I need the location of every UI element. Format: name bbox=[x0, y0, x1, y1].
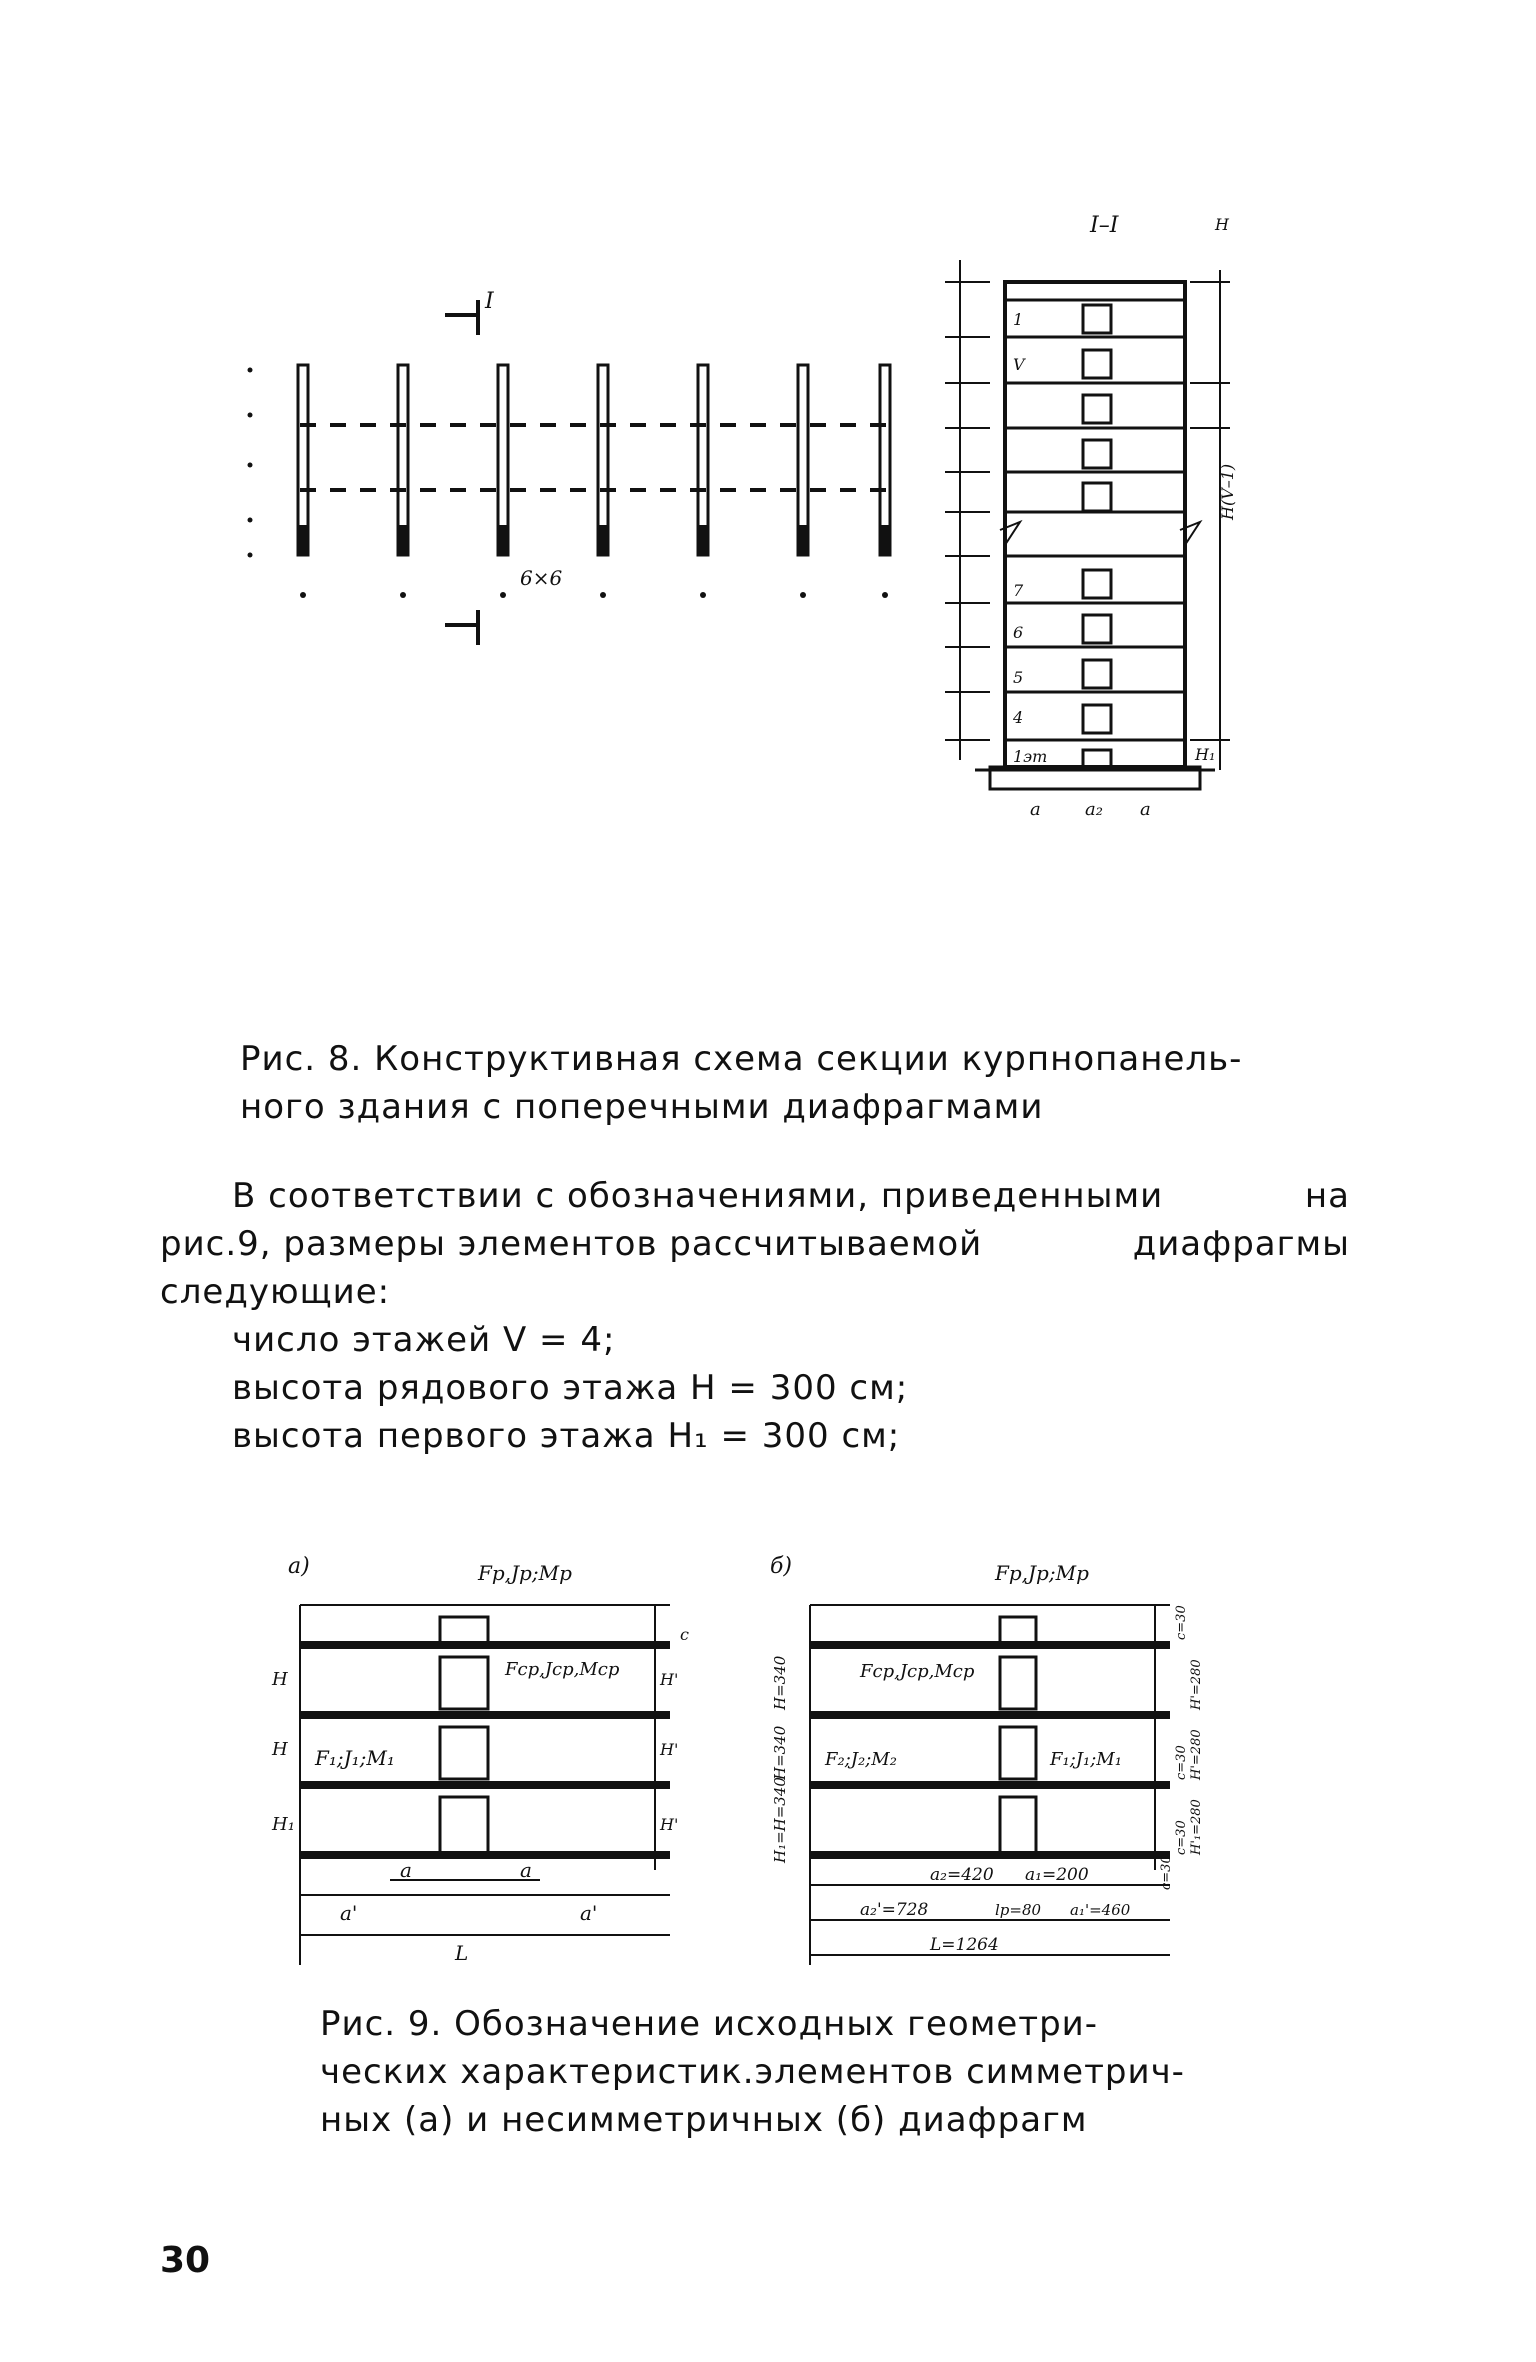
diaphragm-base-5 bbox=[698, 525, 708, 555]
floor-label: V bbox=[1013, 355, 1025, 374]
figure-8 bbox=[230, 200, 1260, 970]
plan-dimension-dots bbox=[300, 592, 888, 598]
body-line-2 bbox=[160, 1220, 1350, 1268]
body-line-3: следующие: bbox=[160, 1272, 391, 1312]
b-f2-label: F₂;J₂;M₂ bbox=[825, 1749, 897, 1770]
a-fp-label: Fp,Jp;Mp bbox=[478, 1561, 572, 1585]
floor-label: 1 bbox=[1013, 310, 1024, 329]
b-opening-2 bbox=[1000, 1657, 1036, 1709]
body-line-1-left: В соответствии с обозначениями, приведенными bbox=[232, 1176, 1164, 1216]
a-c-label: c bbox=[680, 1625, 689, 1644]
a-hprime3-label: H' bbox=[660, 1815, 679, 1834]
transverse-diaphragms bbox=[298, 365, 890, 555]
diaphragm-base-2 bbox=[398, 525, 408, 555]
diaphragm-base-4 bbox=[598, 525, 608, 555]
section-mark-bottom bbox=[445, 610, 480, 645]
door-openings bbox=[1083, 305, 1111, 767]
a-fcp-label: Fcp,Jcp,Mcp bbox=[505, 1659, 620, 1680]
figure-8-caption-line-1: Рис. 8. Конструктивная схема секции курпнопанель- bbox=[240, 1039, 1243, 1079]
figure-8-caption-line-2: ного здания с поперечными диафрагмами bbox=[240, 1087, 1044, 1127]
b-lp-label: lp=80 bbox=[995, 1901, 1042, 1919]
a-l-label: L bbox=[455, 1941, 469, 1965]
b-h-dim: H=340 bbox=[771, 1655, 789, 1710]
floor-labels bbox=[1012, 310, 1047, 766]
elevation-h1-label: H₁ bbox=[1195, 745, 1216, 764]
elevation-top-marker: Н bbox=[1215, 215, 1229, 234]
floor-label: 5 bbox=[1013, 668, 1024, 687]
floor-label: 4 bbox=[1013, 708, 1024, 727]
b-hprime-dim: H'₁=280 bbox=[1189, 1799, 1204, 1855]
left-dimension-chain bbox=[945, 260, 990, 760]
a-f1-label: F₁;J₁;M₁ bbox=[315, 1746, 395, 1770]
figure-9-caption-line-2: ческих характеристик.элементов симметрич- bbox=[320, 2052, 1185, 2092]
a-aprime2-label: a' bbox=[580, 1901, 598, 1925]
diagram-b-label: б) bbox=[770, 1554, 793, 1579]
diaphragm-base-3 bbox=[498, 525, 508, 555]
plan-left-ticks bbox=[248, 368, 253, 558]
plan-section-label: I bbox=[485, 289, 494, 314]
b-fp-label: Fp,Jp;Mp bbox=[995, 1561, 1089, 1585]
b-h-dim: H=340 bbox=[771, 1725, 789, 1780]
plan-view bbox=[248, 289, 891, 645]
diaphragm-base-1 bbox=[298, 525, 308, 555]
figure-9-caption-line-3: ных (а) и несимметричных (б) диафрагм bbox=[320, 2100, 1088, 2140]
a-h2-label: H bbox=[272, 1739, 288, 1760]
building-outline bbox=[1005, 282, 1185, 767]
b-f1-label: F₁;J₁;M₁ bbox=[1050, 1749, 1122, 1770]
body-floors: число этажей V = 4; bbox=[232, 1320, 616, 1360]
a-opening-3 bbox=[440, 1727, 488, 1779]
figure-8-drawing bbox=[230, 200, 1260, 970]
a-h-label: H bbox=[272, 1669, 288, 1690]
a-opening-1 bbox=[440, 1617, 488, 1645]
b-c-dim: c=30 bbox=[1174, 1820, 1189, 1855]
a-a-label: a bbox=[400, 1858, 412, 1882]
body-text bbox=[160, 1172, 1350, 1460]
a-a2-label: a bbox=[520, 1858, 532, 1882]
b-hprime-dim: H'=280 bbox=[1189, 1729, 1204, 1780]
a-h1-label: H₁ bbox=[272, 1814, 295, 1835]
b-c-dim: c=30 bbox=[1159, 1855, 1174, 1890]
bottom-label: a bbox=[1140, 799, 1151, 820]
a-opening-2 bbox=[440, 1657, 488, 1709]
bottom-label: a₂ bbox=[1085, 799, 1103, 820]
page-number: 30 bbox=[160, 2240, 211, 2281]
figure-9-caption-line-1: Рис. 9. Обозначение исходных геометри- bbox=[320, 2004, 1099, 2044]
elevation-side-label: H(V–1) bbox=[1218, 463, 1237, 520]
a-hprime-label: H' bbox=[660, 1670, 679, 1689]
floor-label: 1эт bbox=[1013, 747, 1048, 766]
body-line-1 bbox=[160, 1172, 1350, 1220]
a-aprime-label: a' bbox=[340, 1901, 358, 1925]
b-c-dim: c=30 bbox=[1174, 1745, 1189, 1780]
b-opening-3 bbox=[1000, 1727, 1036, 1779]
bottom-label: a bbox=[1030, 799, 1041, 820]
b-l-label: L=1264 bbox=[930, 1935, 999, 1955]
elevation-bottom-labels bbox=[1030, 799, 1151, 820]
b-a2-label: a₂=420 bbox=[930, 1865, 994, 1885]
body-line-2-left: рис.9, размеры элементов рассчитываемой bbox=[160, 1224, 983, 1264]
b-opening-4 bbox=[1000, 1797, 1036, 1855]
diagram-a bbox=[271, 1554, 689, 1965]
b-hprime-dim: H'=280 bbox=[1189, 1659, 1204, 1710]
b-opening-1 bbox=[1000, 1617, 1036, 1645]
body-floor-height: высота рядового этажа Н = 300 см; bbox=[232, 1368, 909, 1408]
b-a2prime-label: a₂'=728 bbox=[860, 1900, 929, 1920]
a-opening-4 bbox=[440, 1797, 488, 1855]
elevation-title: I–I bbox=[1090, 213, 1119, 238]
b-h-dim: H₁=H=340 bbox=[771, 1777, 789, 1863]
diaphragm-base-6 bbox=[798, 525, 808, 555]
a-hprime2-label: H' bbox=[660, 1740, 679, 1759]
elevation-view bbox=[945, 213, 1237, 820]
figure-9-drawing bbox=[250, 1545, 1250, 1985]
b-a1prime-label: a₁'=460 bbox=[1070, 1901, 1131, 1919]
section-mark-top bbox=[445, 300, 480, 335]
floor-label: 7 bbox=[1013, 581, 1024, 600]
b-a1-label: a₁=200 bbox=[1025, 1865, 1089, 1885]
plan-span-label: 6×6 bbox=[520, 566, 563, 590]
figure-9 bbox=[250, 1545, 1250, 1985]
body-line-2-right: диафрагмы bbox=[1132, 1224, 1350, 1264]
b-c-dim: c=30 bbox=[1174, 1605, 1189, 1640]
body-first-floor-height: высота первого этажа Н₁ = 300 см; bbox=[232, 1416, 901, 1456]
diaphragm-base-7 bbox=[880, 525, 890, 555]
b-fcp-label: Fcp,Jcp,Mcp bbox=[860, 1661, 975, 1682]
floor-label: 6 bbox=[1013, 623, 1024, 642]
figure-9-caption bbox=[320, 2000, 1280, 2144]
figure-8-caption bbox=[240, 1035, 1360, 1131]
diagram-b bbox=[770, 1554, 1204, 1965]
body-line-1-right: на bbox=[1304, 1176, 1350, 1216]
floor-slabs bbox=[1005, 300, 1185, 740]
diagram-a-label: а) bbox=[288, 1554, 310, 1579]
